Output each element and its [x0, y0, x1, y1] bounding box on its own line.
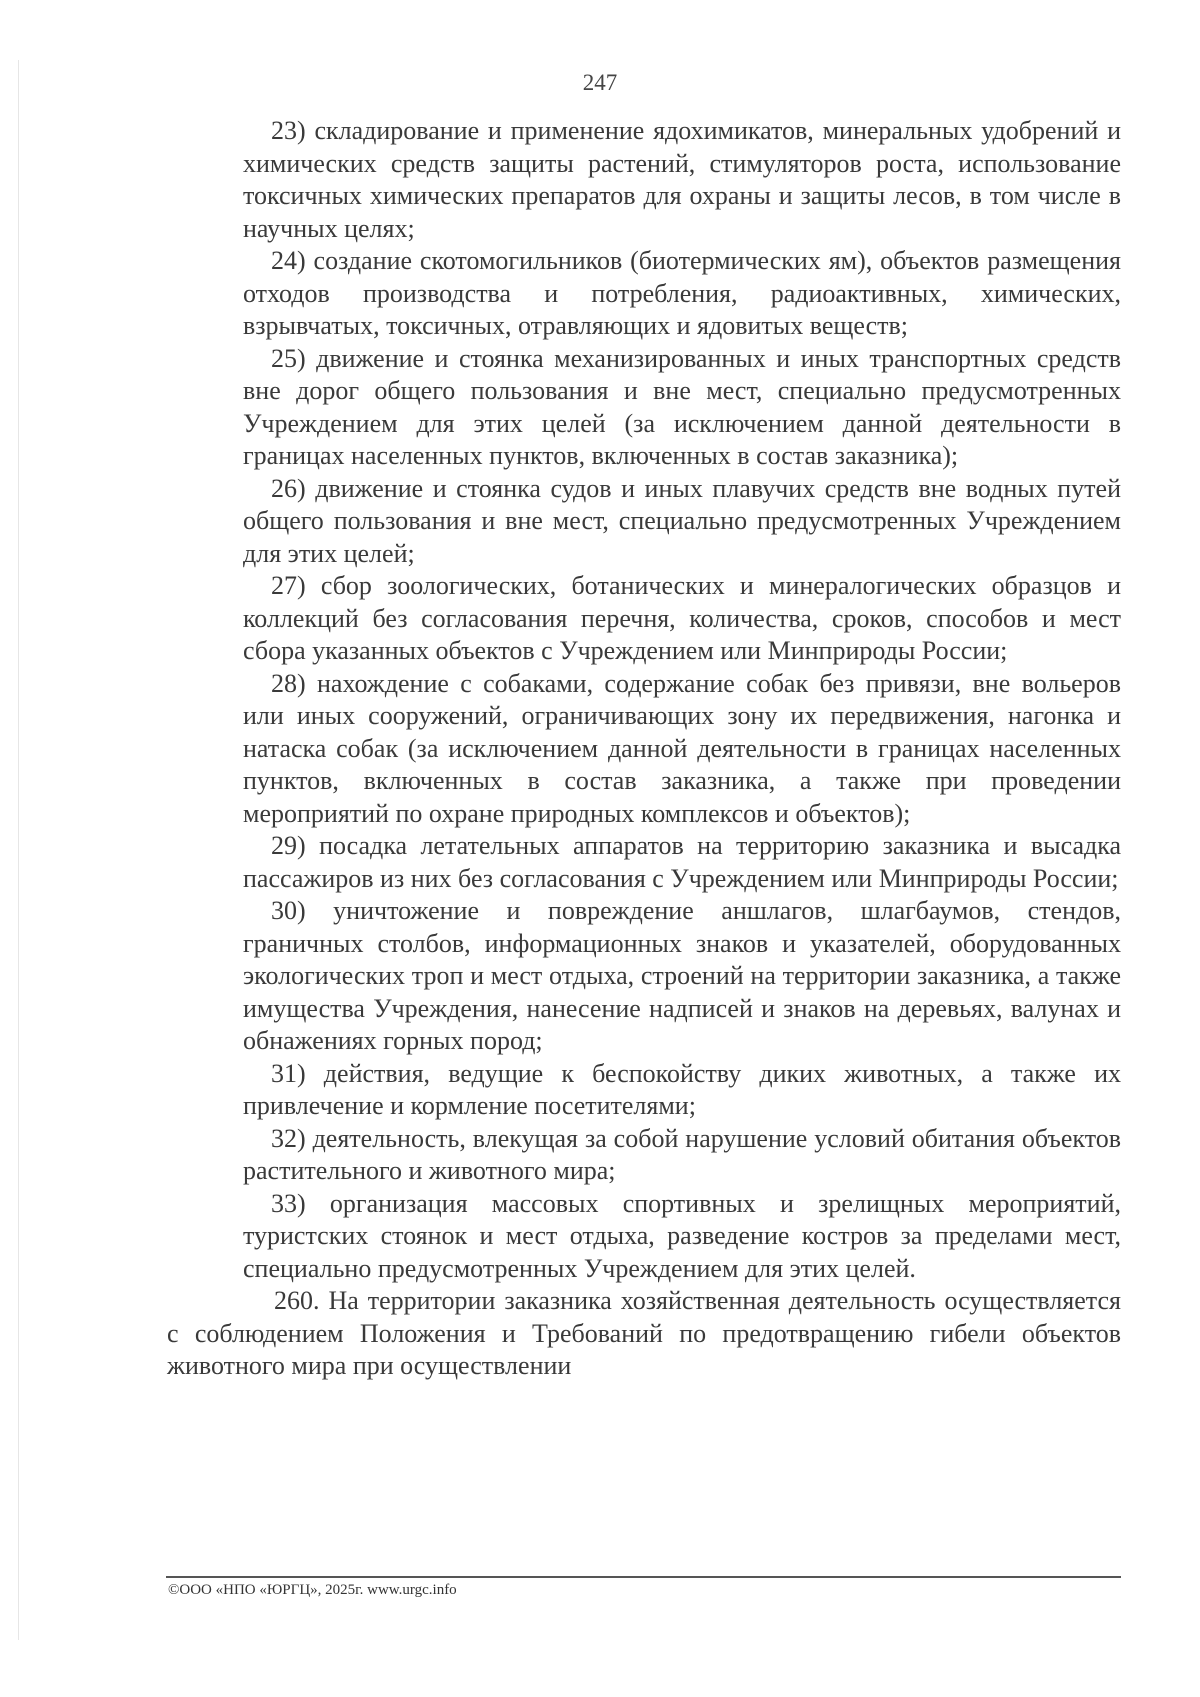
list-item-32: 32) деятельность, влекущая за собой нарушение условий обитания объектов растительного и животного мира;	[243, 1123, 1121, 1185]
footer-divider	[166, 1576, 1121, 1578]
main-text	[167, 115, 1121, 1383]
page-number: 247	[582, 70, 618, 95]
list-item-26: 26) движение и стоянка судов и иных плавучих средств вне водных путей общего пользования и вне мест, специально предусмотренных Учреждением для этих целей;	[243, 473, 1121, 568]
list-item-31: 31) действия, ведущие к беспокойству диких животных, а также их привлечение и кормление посетителями;	[243, 1058, 1121, 1120]
list-item-25: 25) движение и стоянка механизированных и иных транспортных средств вне дорог общего пользования и вне мест, специально предусмотренных Учреждением для этих целей (за исключением данной деятельности в границах населенных пунктов, включенных в состав заказника);	[243, 343, 1121, 470]
list-item-23: 23) складирование и применение ядохимикатов, минеральных удобрений и химических средств защиты растений, стимуляторов роста, использование токсичных химических препаратов для охраны и защиты лесов, в том числе в научных целях;	[243, 116, 1121, 243]
list-item-27: 27) сбор зоологических, ботанических и минералогических образцов и коллекций без согласования перечня, количества, сроков, способов и мест сбора указанных объектов с Учреждением или Минприроды России;	[243, 571, 1121, 665]
list-item-33: 33) организация массовых спортивных и зрелищных мероприятий, туристских стоянок и мест отдыха, разведение костров за пределами мест, специально предусмотренных Учреждением для этих целей.	[243, 1188, 1121, 1283]
footer-copyright: ©ООО «НПО «ЮРГЦ», 2025г. www.urgc.info	[168, 1582, 457, 1598]
list-item-24: 24) создание скотомогильников (биотермических ям), объектов размещения отходов производства и потребления, радиоактивных, химических, взрывчатых, токсичных, отравляющих и ядовитых веществ;	[243, 246, 1121, 340]
list-item-30: 30) уничтожение и повреждение аншлагов, шлагбаумов, стендов, граничных столбов, информационных знаков и указателей, оборудованных экологических троп и мест отдыха, строений на территории заказника, а также имущества Учреждения, нанесение надписей и знаков на деревьях, валунах и обнажениях горных пород;	[243, 896, 1121, 1055]
list-item-28: 28) нахождение с собаками, содержание собак без привязи, вне вольеров или иных сооружений, ограничивающих зону их передвижения, нагонка и натаска собак (за исключением данной деятельности в границах населенных пунктов, включенных в состав заказника, а также при проведении мероприятий по охране природных комплексов и объектов);	[243, 668, 1121, 828]
list-item-29: 29) посадка летательных аппаратов на территорию заказника и высадка пассажиров из них без согласования с Учреждением или Минприроды России;	[243, 831, 1121, 893]
paragraph-260: 260. На территории заказника хозяйственная деятельность осуществляется с соблюдением Положения и Требований по предотвращению гибели объектов животного мира при осуществлении	[167, 1286, 1121, 1380]
scan-edge-line	[18, 60, 19, 1640]
